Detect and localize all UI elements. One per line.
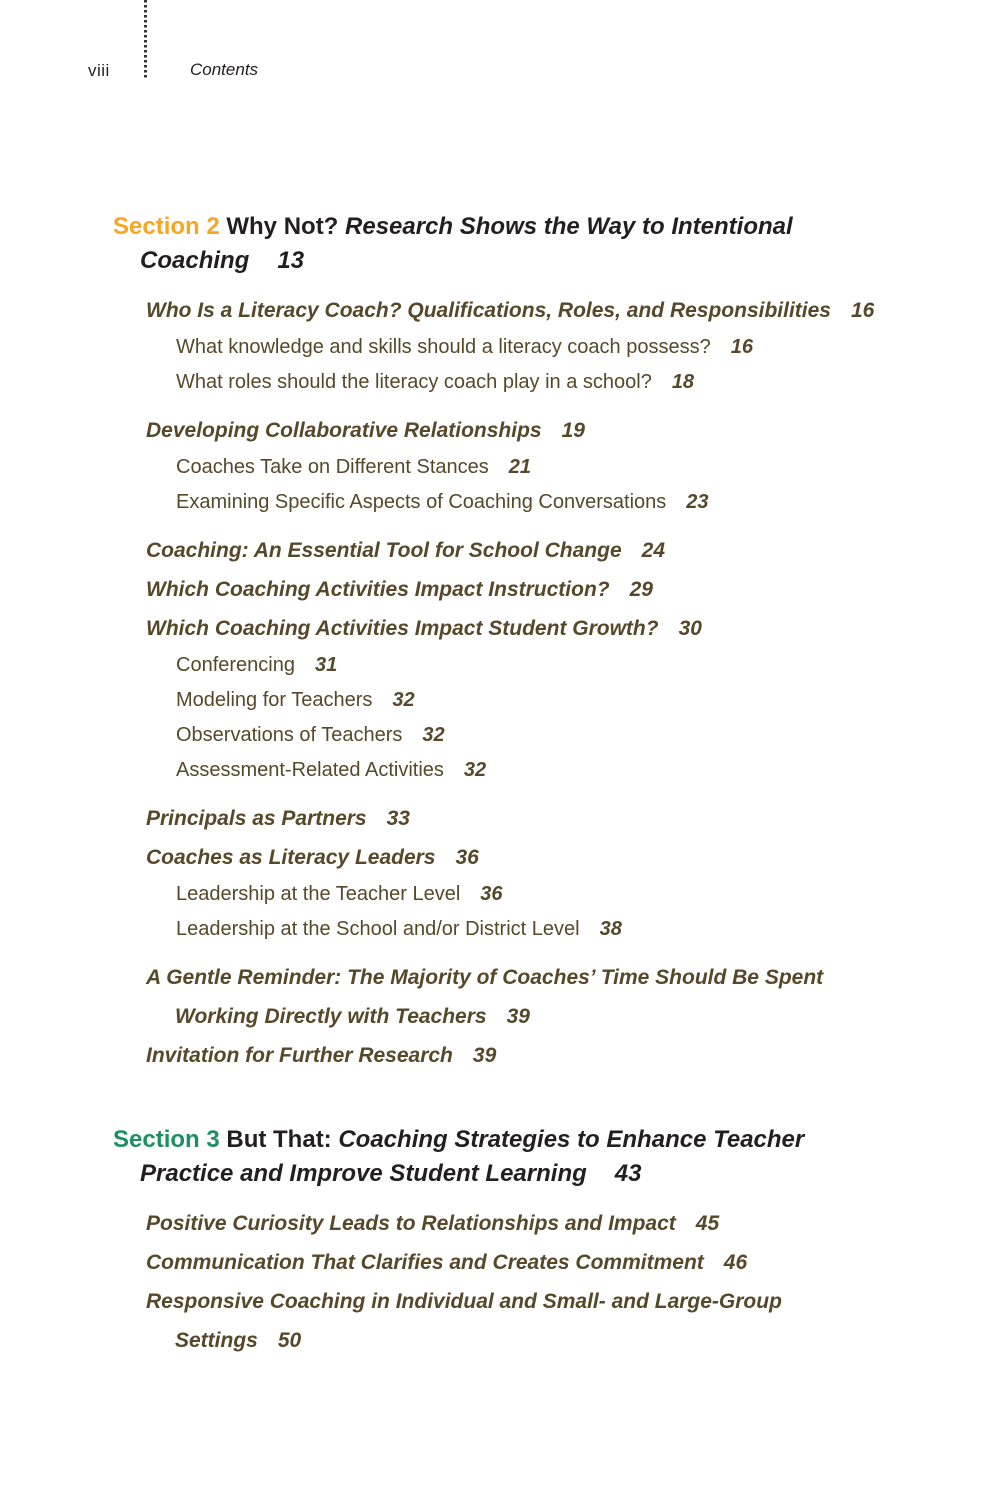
toc-entry — [146, 799, 953, 838]
entry-text: Developing Collaborative Relationships — [146, 419, 542, 442]
entry-page-number: 32 — [422, 724, 445, 746]
section-title-line2: Practice and Improve Student Learning — [140, 1160, 587, 1187]
entry-text: A Gentle Reminder: The Majority of Coaches’ Time Should Be Spent — [146, 966, 824, 989]
entry-page-number: 31 — [314, 654, 338, 676]
toc-entry — [176, 912, 953, 947]
toc-entry — [146, 609, 953, 648]
toc-entry — [176, 330, 953, 365]
toc-section-3 — [113, 1123, 953, 1360]
section-title-line2: Coaching — [140, 247, 250, 274]
entry-page-number: 29 — [629, 578, 653, 601]
toc-main — [113, 210, 953, 1371]
toc-entry — [146, 1243, 953, 1282]
entry-text: Assessment-Related Activities — [176, 759, 444, 781]
entry-page-number: 50 — [277, 1329, 302, 1352]
section-label: Section 2 — [113, 213, 220, 240]
toc-entry — [176, 683, 953, 718]
entry-text: Coaches Take on Different Stances — [176, 456, 489, 478]
toc-entry — [146, 838, 953, 877]
toc-entry — [146, 570, 953, 609]
entry-page-number: 45 — [695, 1212, 720, 1235]
dotted-rule — [144, 0, 147, 80]
section-groups — [113, 291, 953, 1075]
toc-group — [113, 799, 953, 947]
toc-group — [113, 531, 953, 788]
entry-text: Examining Specific Aspects of Coaching Conversations — [176, 491, 667, 513]
entry-text: Communication That Clarifies and Creates Commitment — [146, 1251, 704, 1274]
entry-text: Modeling for Teachers — [176, 689, 373, 711]
toc-entry — [146, 958, 953, 1036]
toc-entry — [146, 411, 953, 450]
entry-page-number: 16 — [850, 299, 875, 322]
entry-text: Which Coaching Activities Impact Instruction? — [146, 578, 610, 601]
section-page-number: 13 — [277, 247, 305, 274]
toc-entry — [146, 1036, 953, 1075]
toc-entry — [176, 753, 953, 788]
toc-group — [113, 291, 953, 400]
toc-entry — [176, 365, 953, 400]
entry-text: Invitation for Further Research — [146, 1044, 453, 1067]
section-heading — [113, 210, 953, 278]
entry-text: Observations of Teachers — [176, 724, 403, 746]
entry-text: Conferencing — [176, 654, 295, 676]
toc-entry — [176, 877, 953, 912]
section-title-bold: Why Not? — [219, 213, 346, 240]
toc-group — [113, 411, 953, 520]
entry-page-number: 33 — [386, 807, 410, 830]
entry-page-number: 32 — [463, 759, 487, 781]
entry-text: Leadership at the Teacher Level — [176, 883, 461, 905]
entry-text: Responsive Coaching in Individual and Small- and Large-Group — [146, 1290, 782, 1313]
section-title-italic: Research Shows the Way to Intentional — [345, 213, 793, 240]
entry-continuation: Settings — [175, 1329, 258, 1352]
entry-page-number: 32 — [392, 689, 415, 711]
toc-entry — [176, 450, 953, 485]
entry-text: Which Coaching Activities Impact Student Growth? — [146, 617, 659, 640]
entry-page-number: 23 — [686, 491, 709, 513]
toc-entry — [176, 485, 953, 520]
entry-page-number: 38 — [599, 918, 622, 940]
section-groups — [113, 1204, 953, 1360]
entry-page-number: 24 — [641, 539, 665, 562]
section-page-number: 43 — [614, 1160, 642, 1187]
entry-text: Positive Curiosity Leads to Relationships and Impact — [146, 1212, 676, 1235]
toc-section-2 — [113, 210, 953, 1075]
entry-page-number: 36 — [480, 883, 503, 905]
entry-page-number: 16 — [730, 336, 753, 358]
toc-entry — [146, 1204, 953, 1243]
entry-page-number: 18 — [671, 371, 695, 393]
entry-page-number: 39 — [506, 1005, 530, 1028]
entry-page-number: 30 — [678, 617, 702, 640]
page-folio: viii — [88, 61, 110, 80]
section-title-italic: Coaching Strategies to Enhance Teacher — [338, 1126, 805, 1153]
entry-text: What roles should the literacy coach play in a school? — [176, 371, 652, 393]
toc-entry — [146, 531, 953, 570]
entry-continuation: Working Directly with Teachers — [175, 1005, 487, 1028]
entry-page-number: 46 — [723, 1251, 748, 1274]
entry-text: Coaching: An Essential Tool for School Change — [146, 539, 622, 562]
toc-group — [113, 958, 953, 1075]
toc-entry — [176, 718, 953, 753]
entry-text: Leadership at the School and/or District Level — [176, 918, 580, 940]
entry-text: Who Is a Literacy Coach? Qualifications, Roles, and Responsibilities — [146, 299, 831, 322]
toc-group — [113, 1204, 953, 1360]
running-head: Contents — [190, 60, 259, 79]
section-heading — [113, 1123, 953, 1191]
entry-text: Principals as Partners — [146, 807, 367, 830]
section-title-bold: But That: — [219, 1126, 339, 1153]
toc-entry — [176, 648, 953, 683]
section-label: Section 3 — [113, 1126, 220, 1153]
toc-entry — [146, 1282, 953, 1360]
entry-page-number: 19 — [561, 419, 585, 442]
entry-text: What knowledge and skills should a literacy coach possess? — [176, 336, 711, 358]
entry-page-number: 21 — [508, 456, 532, 478]
entry-page-number: 36 — [455, 846, 479, 869]
entry-text: Coaches as Literacy Leaders — [146, 846, 436, 869]
toc-entry — [146, 291, 953, 330]
entry-page-number: 39 — [472, 1044, 497, 1067]
